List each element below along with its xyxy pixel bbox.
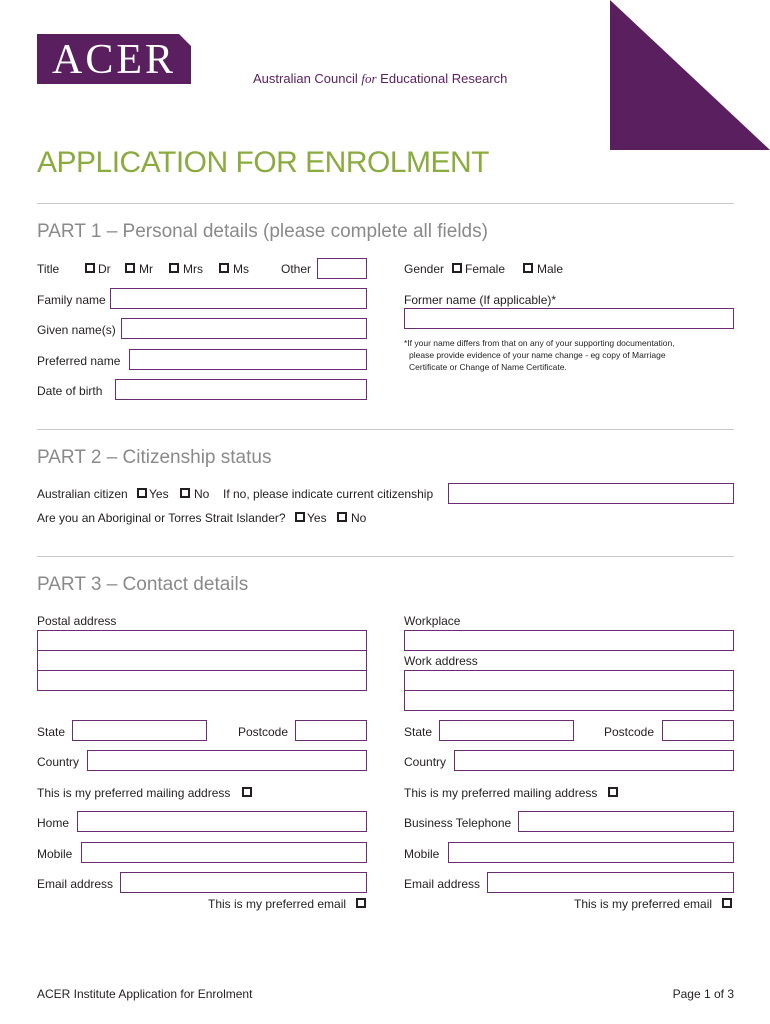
title-mr-checkbox[interactable]	[125, 263, 135, 273]
postal-postcode-field[interactable]	[295, 720, 367, 741]
divider	[37, 429, 734, 430]
work-mobile-field[interactable]	[448, 842, 734, 863]
title-dr-checkbox[interactable]	[85, 263, 95, 273]
postal-email-field[interactable]	[120, 872, 367, 893]
postal-state-field[interactable]	[72, 720, 207, 741]
citizen-yes-label: Yes	[149, 487, 169, 501]
tagline-after: Educational Research	[376, 71, 508, 86]
postal-address-line-2[interactable]	[37, 650, 367, 671]
title-mrs-label: Mrs	[183, 262, 203, 276]
title-ms-label: Ms	[233, 262, 249, 276]
family-name-field[interactable]	[110, 288, 367, 309]
divider	[37, 556, 734, 557]
preferred-name-field[interactable]	[129, 349, 367, 370]
postal-preferred-mailing-label: This is my preferred mailing address	[37, 786, 231, 800]
work-preferred-email-label: This is my preferred email	[574, 897, 713, 911]
aboriginal-no-checkbox[interactable]	[337, 512, 347, 522]
page-title: APPLICATION FOR ENROLMENT	[37, 146, 490, 179]
postal-preferred-mailing-checkbox[interactable]	[242, 787, 252, 797]
work-postcode-label: Postcode	[604, 725, 655, 739]
work-address-line-1[interactable]	[404, 670, 734, 691]
note-line-3: Certificate or Change of Name Certificate.	[409, 362, 567, 372]
former-name-field[interactable]	[404, 308, 734, 329]
given-names-field[interactable]	[121, 318, 367, 339]
title-mrs-checkbox[interactable]	[169, 263, 179, 273]
title-other-field[interactable]	[317, 258, 367, 279]
footer-document-name: ACER Institute Application for Enrolment	[37, 987, 253, 1001]
logo-text: ACER	[51, 37, 176, 83]
citizen-no-checkbox[interactable]	[180, 488, 190, 498]
citizen-no-label: No	[194, 487, 210, 501]
business-telephone-field[interactable]	[518, 811, 734, 832]
part2-heading: PART 2 – Citizenship status	[37, 447, 272, 468]
title-dr-label: Dr	[98, 262, 111, 276]
gender-male-label: Male	[537, 262, 564, 276]
postal-mobile-label: Mobile	[37, 847, 73, 861]
given-names-label: Given name(s)	[37, 323, 116, 337]
family-name-label: Family name	[37, 293, 106, 307]
work-state-field[interactable]	[439, 720, 574, 741]
postal-preferred-email-label: This is my preferred email	[208, 897, 347, 911]
postal-country-label: Country	[37, 755, 80, 769]
business-telephone-label: Business Telephone	[404, 816, 512, 830]
former-name-label: Former name (If applicable)*	[404, 293, 557, 307]
note-line-2: please provide evidence of your name change - eg copy of Marriage	[409, 350, 666, 360]
note-line-1: *If your name differs from that on any of your supporting documentation,	[404, 338, 675, 348]
postal-postcode-label: Postcode	[238, 725, 289, 739]
current-citizenship-label: If no, please indicate current citizenship	[223, 487, 434, 501]
workplace-field[interactable]	[404, 630, 734, 651]
home-phone-label: Home	[37, 816, 70, 830]
preferred-name-label: Preferred name	[37, 354, 121, 368]
postal-country-field[interactable]	[87, 750, 367, 771]
postal-preferred-email-checkbox[interactable]	[356, 898, 366, 908]
aboriginal-no-label: No	[351, 511, 367, 525]
postal-state-label: State	[37, 725, 66, 739]
postal-mobile-field[interactable]	[81, 842, 367, 863]
gender-label: Gender	[404, 262, 445, 276]
title-label: Title	[37, 262, 60, 276]
acer-logo	[37, 34, 191, 84]
postal-address-line-1[interactable]	[37, 630, 367, 651]
workplace-label: Workplace	[404, 614, 461, 628]
work-preferred-email-checkbox[interactable]	[722, 898, 732, 908]
divider	[37, 203, 734, 204]
work-address-label: Work address	[404, 654, 478, 668]
work-address-line-2[interactable]	[404, 690, 734, 711]
aboriginal-yes-checkbox[interactable]	[295, 512, 305, 522]
work-preferred-mailing-checkbox[interactable]	[608, 787, 618, 797]
gender-male-checkbox[interactable]	[523, 263, 533, 273]
postal-email-label: Email address	[37, 877, 114, 891]
work-preferred-mailing-label: This is my preferred mailing address	[404, 786, 598, 800]
date-of-birth-field[interactable]	[115, 379, 367, 400]
title-mr-label: Mr	[139, 262, 153, 276]
work-postcode-field[interactable]	[662, 720, 734, 741]
organisation-tagline	[253, 71, 507, 87]
work-mobile-label: Mobile	[404, 847, 440, 861]
tagline-before: Australian Council	[253, 71, 362, 86]
footer-page-number: Page 1 of 3	[672, 987, 734, 1001]
aboriginal-label: Are you an Aboriginal or Torres Strait Islander?	[37, 511, 286, 525]
australian-citizen-label: Australian citizen	[37, 487, 128, 501]
work-state-label: State	[404, 725, 433, 739]
tagline-italic: for	[361, 71, 377, 86]
citizen-yes-checkbox[interactable]	[137, 488, 147, 498]
current-citizenship-field[interactable]	[448, 483, 734, 504]
work-country-label: Country	[404, 755, 447, 769]
home-phone-field[interactable]	[77, 811, 367, 832]
gender-female-label: Female	[465, 262, 506, 276]
part1-heading: PART 1 – Personal details (please complete all fields)	[37, 221, 488, 242]
part3-heading: PART 3 – Contact details	[37, 574, 249, 595]
corner-triangle-decoration	[610, 0, 770, 150]
name-change-note	[404, 337, 734, 373]
work-email-label: Email address	[404, 877, 481, 891]
title-ms-checkbox[interactable]	[219, 263, 229, 273]
gender-female-checkbox[interactable]	[452, 263, 462, 273]
title-other-label: Other	[281, 262, 312, 276]
work-email-field[interactable]	[487, 872, 734, 893]
aboriginal-yes-label: Yes	[307, 511, 327, 525]
postal-address-label: Postal address	[37, 614, 117, 628]
postal-address-line-3[interactable]	[37, 670, 367, 691]
date-of-birth-label: Date of birth	[37, 384, 103, 398]
work-country-field[interactable]	[454, 750, 734, 771]
